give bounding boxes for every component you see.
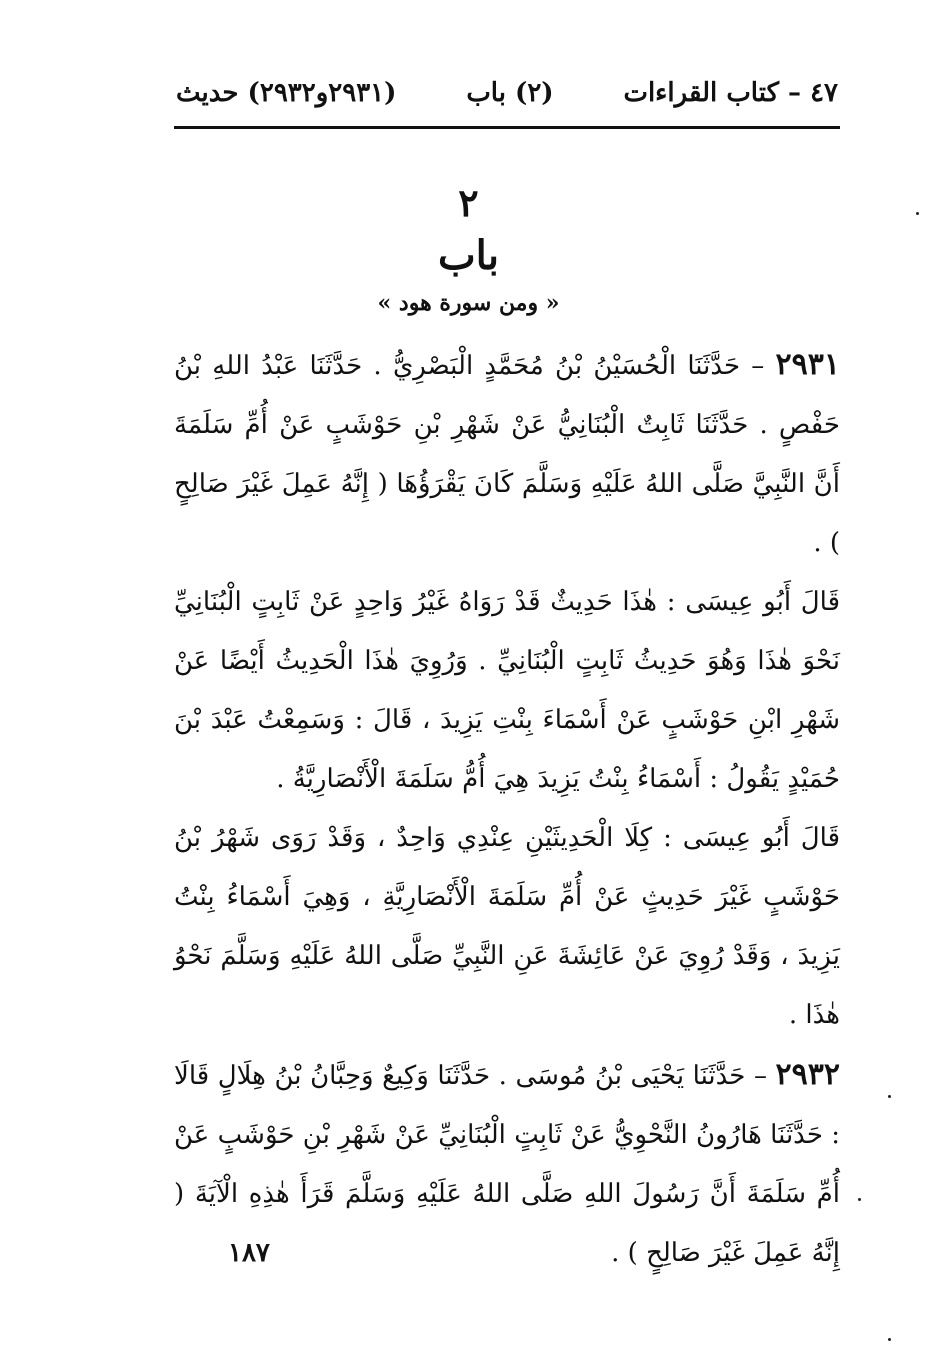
running-header xyxy=(176,70,838,116)
page-number: ١٨٧ xyxy=(228,1238,270,1268)
paragraph-commentary-1 xyxy=(174,573,840,809)
scan-speck xyxy=(888,1338,891,1341)
scan-speck xyxy=(916,212,919,215)
hadith-number: ٢٩٣٢ xyxy=(775,1057,840,1092)
header-divider xyxy=(174,126,840,129)
chapter-title: باب xyxy=(438,232,499,279)
header-chapter: (٢) باب xyxy=(466,78,554,108)
paragraph-hadith-2932 xyxy=(174,1045,840,1283)
scan-speck xyxy=(858,1198,861,1201)
body-text xyxy=(174,335,840,1283)
header-hadith-range: (٢٩٣١و٢٩٣٢) حديث xyxy=(176,78,397,108)
chapter-number: ٢ xyxy=(458,180,479,225)
scan-speck xyxy=(888,1095,891,1098)
paragraph-hadith-2931 xyxy=(174,335,840,573)
hadith-number: ٢٩٣١ xyxy=(775,347,840,382)
paragraph-text: قَالَ أَبُو عِيسَى : هٰذَا حَدِيثٌ قَدْ رَوَاهُ غَيْرُ وَاحِدٍ عَنْ ثَابِتٍ الْبُنَانِيِّ نَحْوَ هٰذَا وَهُوَ حَدِيثُ ثَابِتٍ الْبُنَانِيِّ . وَرُوِيَ هٰذَا الْحَدِيثُ أَيْضًا عَنْ شَهْرِ ابْنِ حَوْشَبٍ عَنْ أَسْمَاءَ بِنْتِ يَزِيدَ ، قَالَ : وَسَمِعْتُ عَبْدَ بْنَ حُمَيْدٍ يَقُولُ : أَسْمَاءُ بِنْتُ يَزِيدَ هِيَ أُمُّ سَلَمَةَ الْأَنْصَارِيَّةُ . xyxy=(174,587,840,794)
paragraph-text: – حَدَّثَنَا الْحُسَيْنُ بْنُ مُحَمَّدٍ الْبَصْرِيُّ . حَدَّثَنَا عَبْدُ اللهِ بْنُ حَفْصٍ . حَدَّثَنَا ثَابِتٌ الْبُنَانِيُّ عَنْ شَهْرِ بْنِ حَوْشَبٍ عَنْ أُمِّ سَلَمَةَ أَنَّ النَّبِيَّ صَلَّى اللهُ عَلَيْهِ وَسَلَّمَ كَانَ يَقْرَؤُهَا ( إِنَّهُ عَمِلَ غَيْرَ صَالِحٍ ) . xyxy=(174,351,840,558)
paragraph-text: قَالَ أَبُو عِيسَى : كِلَا الْحَدِيثَيْنِ عِنْدِي وَاحِدٌ ، وَقَدْ رَوَى شَهْرُ بْنُ حَوْشَبٍ غَيْرَ حَدِيثٍ عَنْ أُمِّ سَلَمَةَ الْأَنْصَارِيَّةِ ، وَهِيَ أَسْمَاءُ بِنْتُ يَزِيدَ ، وَقَدْ رُوِيَ عَنْ عَائِشَةَ عَنِ النَّبِيِّ صَلَّى اللهُ عَلَيْهِ وَسَلَّمَ نَحْوُ هٰذَا . xyxy=(174,823,840,1030)
chapter-subtitle: « ومن سورة هود » xyxy=(377,290,560,316)
paragraph-text: – حَدَّثَنَا يَحْيَى بْنُ مُوسَى . حَدَّثَنَا وَكِيعٌ وَحِبَّانُ بْنُ هِلَالٍ قَالَا : حَدَّثَنَا هَارُونُ النَّحْوِيُّ عَنْ ثَابِتٍ الْبُنَانِيِّ عَنْ شَهْرِ بْنِ حَوْشَبٍ عَنْ أُمِّ سَلَمَةَ أَنَّ رَسُولَ اللهِ صَلَّى اللهُ عَلَيْهِ وَسَلَّمَ قَرَأَ هٰذِهِ الْآيَةَ ( إِنَّهُ عَمِلَ غَيْرَ صَالِحٍ ) . xyxy=(174,1061,840,1268)
paragraph-commentary-2 xyxy=(174,809,840,1045)
header-book-title: ٤٧ – كتاب القراءات xyxy=(623,78,838,108)
